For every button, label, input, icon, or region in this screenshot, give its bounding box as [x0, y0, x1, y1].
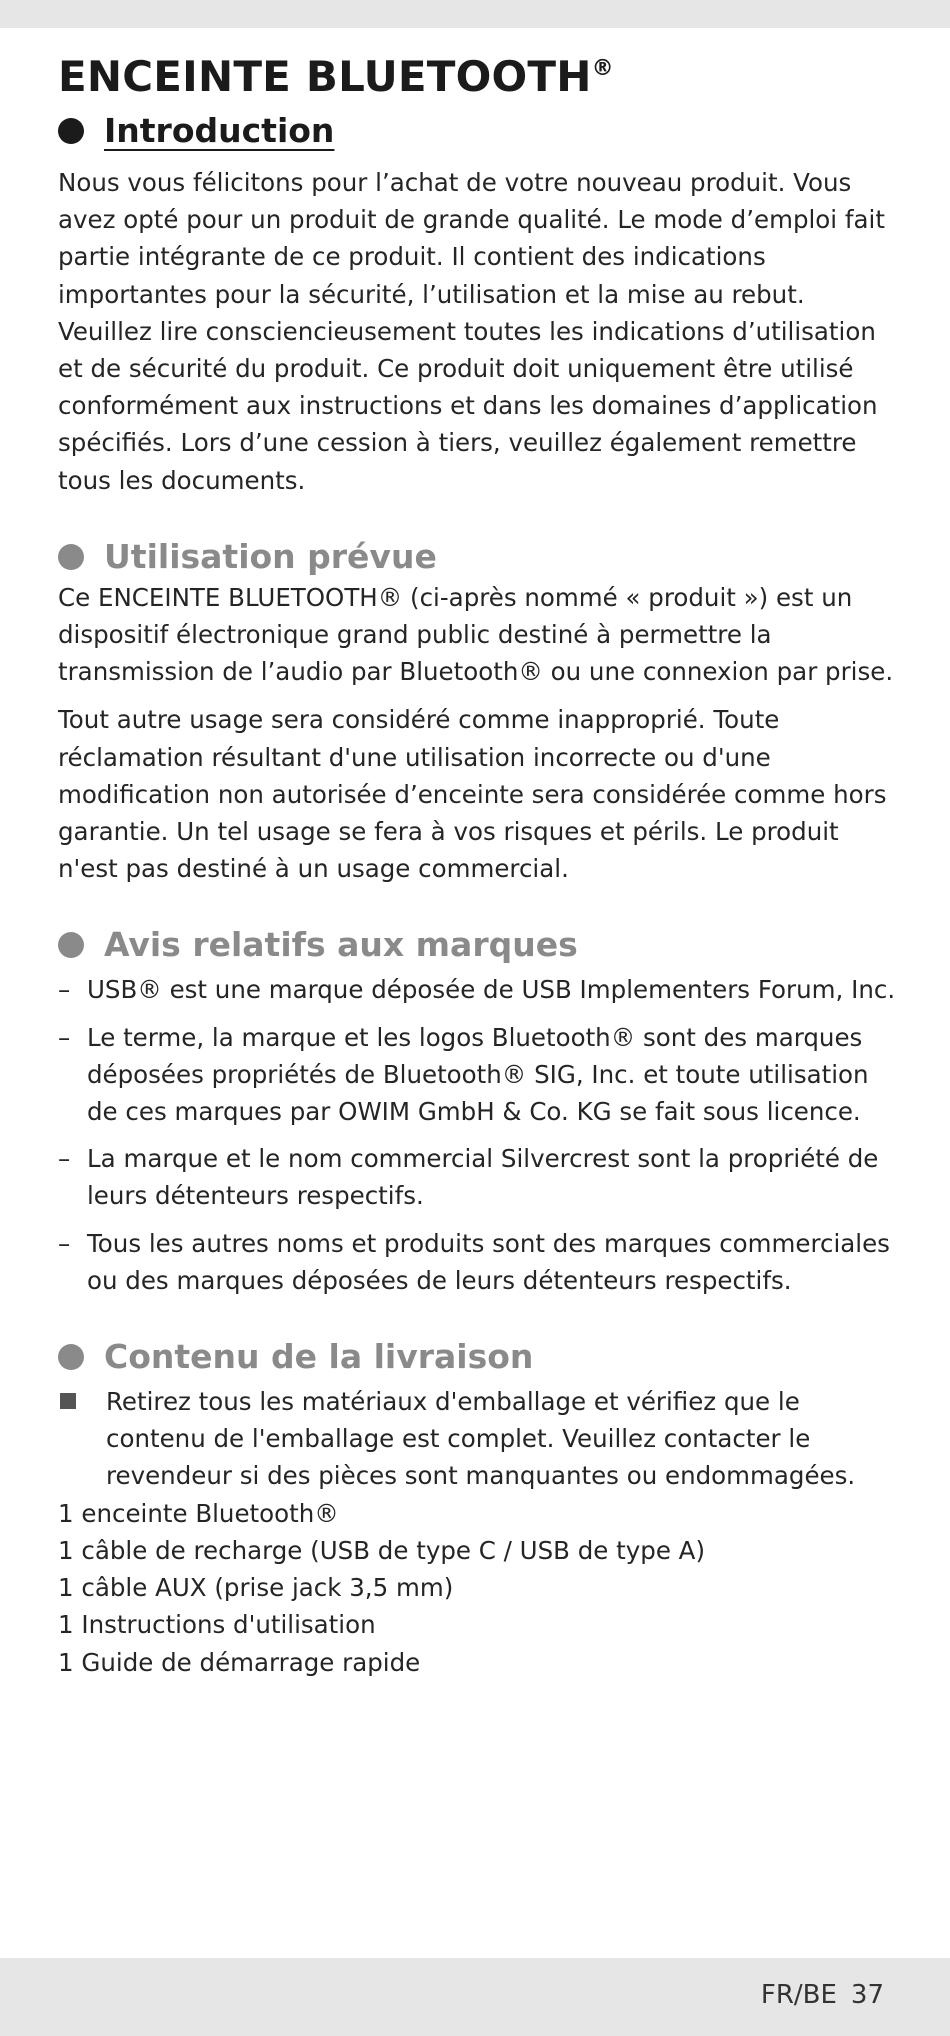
page-number: 37: [850, 1980, 884, 2010]
intro-heading-text: Introduction: [104, 111, 335, 150]
usage-heading-text: Utilisation prévue: [104, 536, 437, 576]
bullet-dot-icon: [58, 1344, 84, 1370]
usage-paragraph-1: Ce ENCEINTE BLUETOOTH® (ci-après nommé « produit ») est un dispositif électronique grand public destiné à permettre la transmission de l’audio par Bluetooth® ou une connexion par prise.: [58, 582, 894, 687]
trademarks-heading: [58, 923, 896, 967]
page-footer: [0, 1958, 950, 2036]
contents-item: 1 câble AUX (prise jack 3,5 mm): [58, 1573, 454, 1603]
list-item-text: Le terme, la marque et les logos Bluetooth® sont des marques déposées propriétés de Bluetooth® SIG, Inc. et toute utilisation de ces marques par OWIM GmbH & Co. KG se fait sous licence.: [87, 1022, 869, 1127]
footer-text: [761, 1980, 884, 2010]
usage-paragraph-2: Tout autre usage sera considéré comme inapproprié. Toute réclamation résultant d'une utilisation incorrecte ou d'une modification non autorisée d’enceinte sera considérée comme hors garantie. Un tel usage se fera à vos risques et périls. Le produit n'est pas destiné à un usage commercial.: [58, 705, 887, 884]
dash-marker: –: [58, 1228, 71, 1258]
square-bullet-icon: [58, 1383, 106, 1495]
trademarks-list: [58, 971, 896, 1299]
list-item: [58, 1019, 896, 1131]
contents-heading-text: Contenu de la livraison: [104, 1337, 534, 1377]
instruction-item: [58, 1383, 896, 1495]
document-body: [58, 44, 896, 1681]
contents-item: 1 câble de recharge (USB de type C / USB de type A): [58, 1535, 706, 1565]
footer-locale: FR/BE: [760, 1980, 837, 2010]
page-title: [58, 52, 896, 101]
list-item: [58, 1140, 896, 1214]
intro-heading: [58, 109, 896, 153]
contents-item: 1 Guide de démarrage rapide: [58, 1647, 421, 1677]
page-title-text: ENCEINTE BLUETOOTH: [58, 52, 592, 101]
list-item-text: USB® est une marque déposée de USB Implementers Forum, Inc.: [87, 975, 896, 1005]
list-item: [58, 1225, 896, 1299]
dash-marker: –: [58, 1022, 71, 1052]
list-item-text: Tous les autres noms et produits sont des marques commerciales ou des marques déposées de leurs détenteurs respectifs.: [87, 1228, 890, 1295]
trademarks-heading-text: Avis relatifs aux marques: [104, 925, 578, 965]
contents-item: 1 Instructions d'utilisation: [58, 1610, 376, 1640]
contents-item: 1 enceinte Bluetooth®: [58, 1498, 339, 1528]
list-item: [58, 971, 896, 1008]
contents-heading: [58, 1335, 896, 1379]
dash-marker: –: [58, 975, 71, 1005]
intro-paragraph: Nous vous félicitons pour l’achat de votre nouveau produit. Vous avez opté pour un produit de grande qualité. Le mode d’emploi fait partie intégrante de ce produit. Il contient des indications importantes pour la sécurité, l’utilisation et la mise au rebut. Veuillez lire consciencieusement toutes les indications d’utilisation et de sécurité du produit. Ce produit doit uniquement être utilisé conformément aux instructions et dans les domaines d’application spécifiés. Lors d’une cession à tiers, veuillez également remettre tous les documents.: [58, 168, 885, 495]
bullet-dot-icon: [58, 544, 84, 570]
dash-marker: –: [58, 1144, 71, 1174]
usage-heading: [58, 535, 896, 579]
registered-mark: ®: [591, 56, 614, 81]
bullet-dot-icon: [58, 118, 84, 144]
top-band: [0, 0, 950, 28]
list-item-text: La marque et le nom commercial Silvercrest sont la propriété de leurs détenteurs respectifs.: [87, 1144, 879, 1211]
instruction-text: Retirez tous les matériaux d'emballage et vérifiez que le contenu de l'emballage est complet. Veuillez contacter le revendeur si des pièces sont manquantes ou endommagées.: [106, 1387, 856, 1491]
bullet-dot-icon: [58, 932, 84, 958]
